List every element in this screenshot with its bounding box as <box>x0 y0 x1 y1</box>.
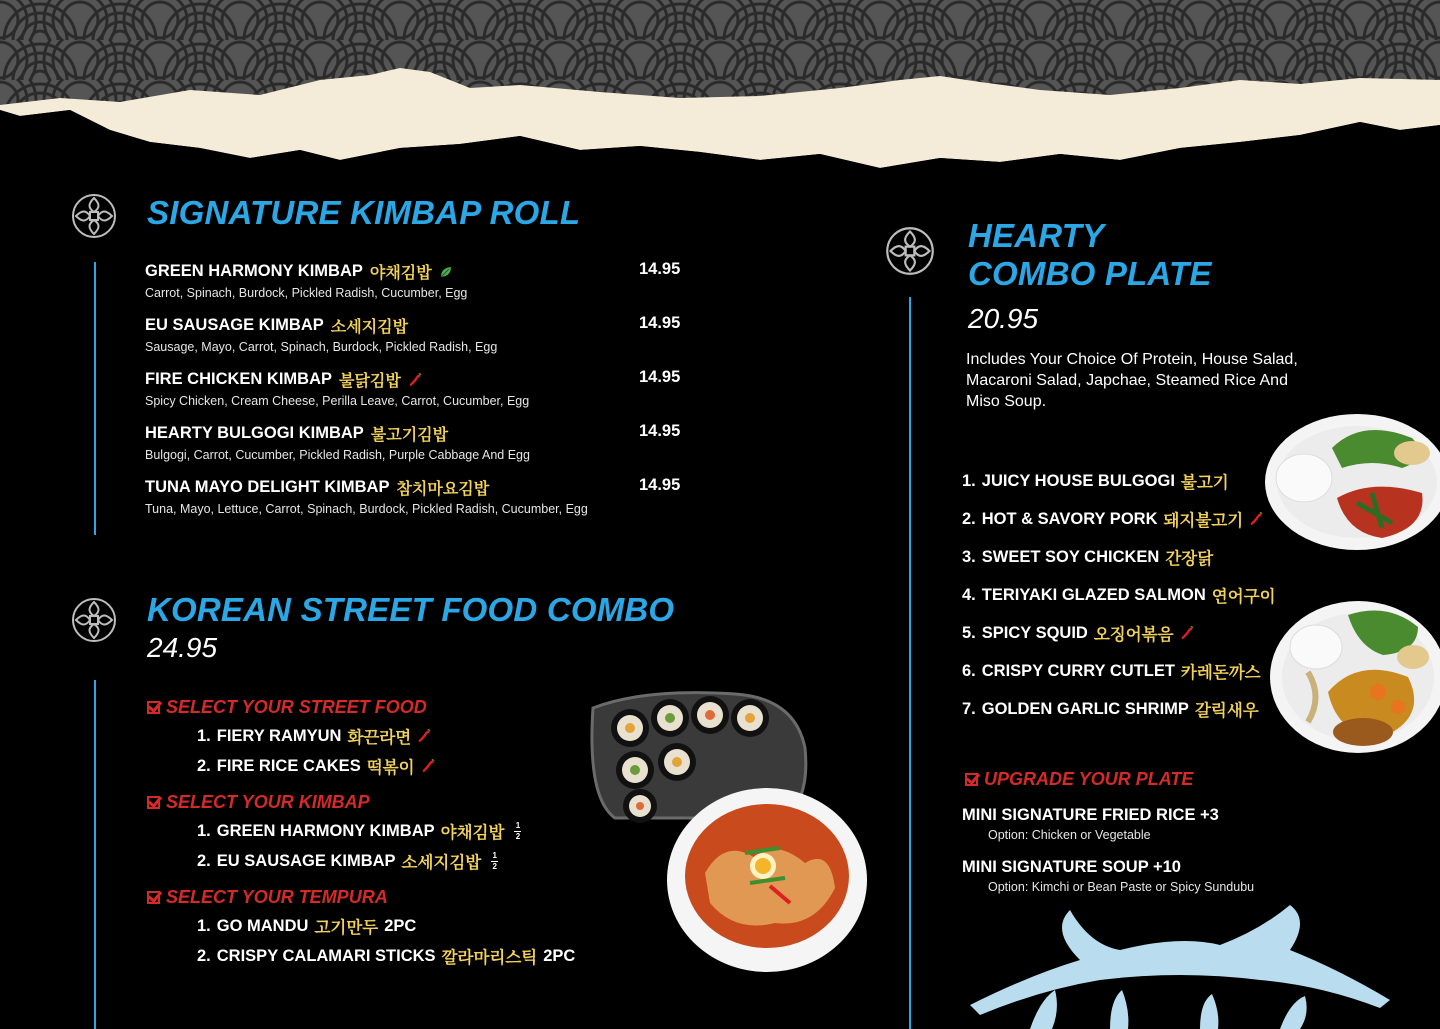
protein-name: CRISPY CURRY CUTLET <box>981 661 1175 680</box>
upgrade-name: MINI SIGNATURE SOUP +10 <box>962 858 1181 876</box>
item-description: Sausage, Mayo, Carrot, Spinach, Burdock, Pickled Radish, Egg <box>145 340 498 354</box>
chili-icon <box>417 729 431 743</box>
upgrade-item <box>962 858 1254 894</box>
section-divider-line <box>94 262 96 535</box>
protein-name: TERIYAKI GLAZED SALMON <box>981 585 1206 604</box>
protein-number: 1. <box>962 471 976 490</box>
combo-price: 20.95 <box>968 303 1039 334</box>
chili-icon <box>1180 626 1194 640</box>
option-group <box>147 697 587 792</box>
option-item <box>197 914 587 938</box>
option-name: GREEN HARMONY KIMBAP <box>216 821 435 840</box>
leaf-icon <box>439 265 453 279</box>
protein-korean-name: 갈릭새우 <box>1194 702 1259 720</box>
check-icon <box>147 701 160 714</box>
chili-icon <box>421 759 435 773</box>
option-name: FIRE RICE CAKES <box>216 756 361 775</box>
protein-number: 7. <box>962 699 976 718</box>
torn-paper-strip <box>0 50 1440 190</box>
section-divider-line <box>909 297 911 1029</box>
protein-option <box>962 462 1282 500</box>
bulgogi-plate-photo <box>1262 408 1440 556</box>
option-item <box>197 819 587 843</box>
kimbap-ramyun-photo <box>585 688 875 988</box>
option-name: CRISPY CALAMARI STICKS <box>216 946 436 965</box>
protein-korean-name: 오징어볶음 <box>1093 626 1174 644</box>
item-name: GREEN HARMONY KIMBAP <box>145 262 363 280</box>
flower-emblem-icon <box>882 225 938 277</box>
item-name: EU SAUSAGE KIMBAP <box>145 316 324 334</box>
protein-korean-name: 연어구이 <box>1211 588 1276 606</box>
item-name: FIRE CHICKEN KIMBAP <box>145 370 333 388</box>
option-number: 1. <box>197 726 211 745</box>
option-number: 2. <box>197 851 211 870</box>
protein-option <box>962 576 1282 614</box>
protein-number: 4. <box>962 585 976 604</box>
option-number: 1. <box>197 821 211 840</box>
option-korean-name: 떡볶이 <box>366 759 415 777</box>
upgrade-option: Option: Chicken or Vegetable <box>988 828 1151 842</box>
half-portion-icon: 1 2 <box>492 850 497 871</box>
menu-item <box>145 368 685 422</box>
option-number: 2. <box>197 756 211 775</box>
chili-icon <box>408 373 422 387</box>
option-group-title: SELECT YOUR KIMBAP <box>147 792 587 813</box>
item-price: 14.95 <box>639 314 681 332</box>
menu-item <box>145 314 685 368</box>
street-section-title: KOREAN STREET FOOD COMBO <box>147 591 675 628</box>
option-group <box>147 792 587 887</box>
kimbap-section-title: SIGNATURE KIMBAP ROLL <box>147 194 581 231</box>
option-suffix: 2PC <box>543 946 576 965</box>
combo-description: Includes Your Choice Of Protein, House Salad, Macaroni Salad, Japchae, Steamed Rice And Miso Soup. <box>966 351 1298 410</box>
upgrade-name: MINI SIGNATURE FRIED RICE +3 <box>962 806 1219 824</box>
protein-name: HOT & SAVORY PORK <box>981 509 1158 528</box>
item-description: Spicy Chicken, Cream Cheese, Perilla Leave, Carrot, Cucumber, Egg <box>145 394 530 408</box>
upgrade-option: Option: Kimchi or Bean Paste or Spicy Sundubu <box>988 880 1255 894</box>
protein-number: 3. <box>962 547 976 566</box>
option-item <box>197 849 587 873</box>
menu-item <box>145 476 685 530</box>
upgrade-item <box>962 806 1219 842</box>
curry-cutlet-plate-photo <box>1268 597 1440 757</box>
option-item <box>197 724 587 748</box>
combo-title-line2: COMBO PLATE <box>968 255 1212 292</box>
protein-number: 2. <box>962 509 976 528</box>
protein-option <box>962 538 1282 576</box>
option-name: EU SAUSAGE KIMBAP <box>216 851 396 870</box>
option-item <box>197 754 587 778</box>
menu-item <box>145 422 685 476</box>
protein-option <box>962 614 1282 652</box>
brush-stroke-decoration <box>960 890 1400 1029</box>
protein-number: 5. <box>962 623 976 642</box>
protein-korean-name: 카레돈까스 <box>1180 664 1261 682</box>
protein-name: GOLDEN GARLIC SHRIMP <box>981 699 1189 718</box>
flower-emblem-icon <box>70 192 118 240</box>
option-korean-name: 화끈라면 <box>347 729 412 747</box>
check-icon <box>965 773 978 786</box>
upgrade-title: UPGRADE YOUR PLATE <box>965 769 1193 790</box>
half-portion-icon: 1 2 <box>515 820 521 841</box>
section-divider-line <box>94 680 96 1029</box>
protein-list <box>962 462 1282 728</box>
item-price: 14.95 <box>639 422 681 440</box>
item-price: 14.95 <box>639 476 681 494</box>
protein-name: JUICY HOUSE BULGOGI <box>981 471 1175 490</box>
protein-option <box>962 690 1282 728</box>
option-name: FIERY RAMYUN <box>216 726 342 745</box>
item-korean-name: 불닭김밥 <box>339 373 401 390</box>
option-group-title: SELECT YOUR STREET FOOD <box>147 697 587 718</box>
item-price: 14.95 <box>639 260 681 278</box>
item-korean-name: 참치마요김밥 <box>396 481 490 498</box>
option-item <box>197 944 587 968</box>
protein-name: SPICY SQUID <box>981 623 1088 642</box>
check-icon <box>147 796 160 809</box>
flower-emblem-icon <box>70 596 118 644</box>
protein-option <box>962 500 1282 538</box>
street-option-groups <box>147 697 587 982</box>
item-description: Tuna, Mayo, Lettuce, Carrot, Spinach, Burdock, Pickled Radish, Cucumber, Egg <box>145 502 588 516</box>
check-icon <box>147 891 160 904</box>
protein-option <box>962 652 1282 690</box>
item-name: HEARTY BULGOGI KIMBAP <box>145 424 364 442</box>
street-section-price: 24.95 <box>147 632 218 663</box>
item-description: Carrot, Spinach, Burdock, Pickled Radish, Cucumber, Egg <box>145 286 468 300</box>
protein-korean-name: 불고기 <box>1180 474 1229 492</box>
option-group-title: SELECT YOUR TEMPURA <box>147 887 587 908</box>
item-price: 14.95 <box>639 368 681 386</box>
option-name: GO MANDU <box>216 916 309 935</box>
combo-title-line1: HEARTY <box>968 217 1105 254</box>
protein-korean-name: 돼지불고기 <box>1163 512 1244 530</box>
option-korean-name: 깔라마리스틱 <box>441 949 538 967</box>
protein-number: 6. <box>962 661 976 680</box>
option-korean-name: 야채김밥 <box>440 824 505 842</box>
option-number: 2. <box>197 946 211 965</box>
item-korean-name: 소세지김밥 <box>330 319 409 336</box>
menu-item <box>145 260 685 314</box>
option-number: 1. <box>197 916 211 935</box>
item-korean-name: 야채김밥 <box>369 265 432 282</box>
protein-name: SWEET SOY CHICKEN <box>981 547 1160 566</box>
option-korean-name: 소세지김밥 <box>401 854 482 872</box>
kimbap-list <box>145 260 685 530</box>
option-suffix: 2PC <box>384 916 417 935</box>
item-name: TUNA MAYO DELIGHT KIMBAP <box>145 478 390 496</box>
option-korean-name: 고기만두 <box>314 919 379 937</box>
item-korean-name: 불고기김밥 <box>370 427 449 444</box>
item-description: Bulgogi, Carrot, Cucumber, Pickled Radish, Purple Cabbage And Egg <box>145 448 530 462</box>
protein-korean-name: 간장닭 <box>1165 550 1214 568</box>
option-group <box>147 887 587 982</box>
